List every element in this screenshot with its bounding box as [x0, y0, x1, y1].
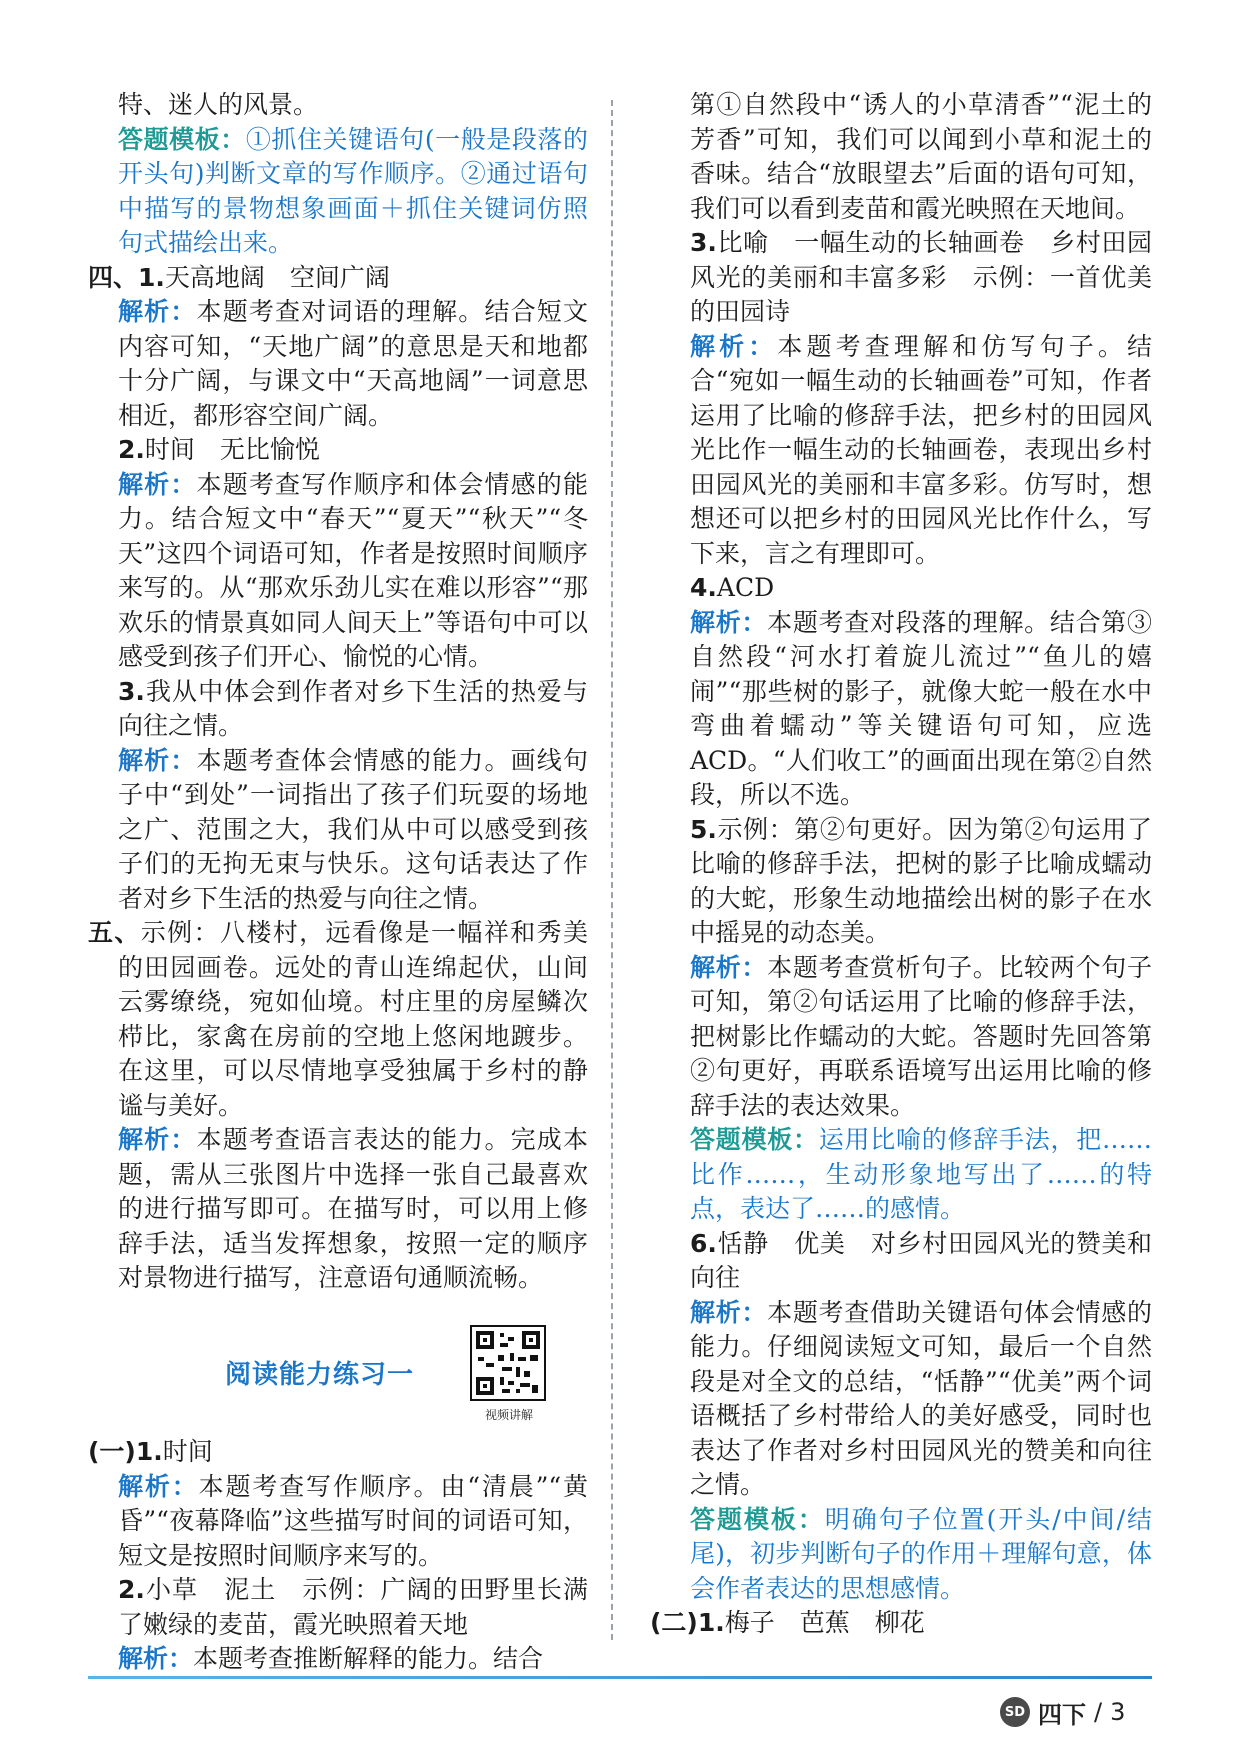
analysis-body: 本题考查理解和仿写句子。结合“宛如一幅生动的长轴画卷”可知，作者运用了比喻的修辞手法，把乡村的田园风光比作一幅生动的长轴画卷，表现出乡村田园风光的美丽和丰富多彩。仿写时，想想还可以把乡村的田园风光比作什么，写下来，言之有理即可。 — [690, 331, 1152, 568]
qr-code[interactable] — [470, 1325, 546, 1401]
left-column — [88, 88, 588, 1296]
template-body: ①抓住关键语句(一般是段落的开头句)判断文章的写作顺序。②通过语句中描写的景物想象画面＋抓住关键词仿照句式描绘出来。 — [118, 124, 588, 257]
analysis-label: 解析： — [690, 1297, 768, 1327]
question-answer — [690, 571, 1152, 606]
template-body: 运用比喻的修辞手法，把……比作……，生动形象地写出了……的特点，表达了……的感情。 — [690, 1125, 1152, 1223]
answer-text: 天高地阔 空间广阔 — [164, 262, 390, 292]
question-number: 1. — [135, 1437, 163, 1466]
answer-text: 恬静 优美 对乡村田园风光的赞美和向往 — [690, 1228, 1152, 1292]
template-label: 答题模板： — [690, 1125, 819, 1154]
grade-label: 四下 — [1038, 1700, 1086, 1729]
analysis-label: 解析： — [690, 607, 768, 637]
question-number: 1. — [138, 262, 165, 292]
practice-part-two-q1 — [650, 1606, 1152, 1641]
analysis — [690, 606, 1152, 813]
question-answer — [88, 433, 588, 468]
practice-section-one — [88, 1435, 588, 1677]
section-4-q1 — [88, 261, 588, 296]
analysis — [88, 295, 588, 433]
analysis-body: 本题考查写作顺序。由“清晨”“黄昏”“夜幕降临”这些描写时间的词语可知，短文是按照时间顺序来写的。 — [118, 1471, 588, 1570]
question-answer — [690, 226, 1152, 330]
answer-text: 示例：第②句更好。因为第②句运用了比喻的修辞手法，把树的影子比喻成蠕动的大蛇，形象生动地描绘出树的影子在水中摇晃的动态美。 — [690, 814, 1152, 947]
page-footer — [1000, 1695, 1125, 1729]
qr-caption: 视频讲解 — [484, 1408, 533, 1422]
analysis — [690, 1296, 1152, 1503]
qr-code-icon — [472, 1327, 544, 1399]
question-answer — [88, 675, 588, 744]
part-number: (二) — [650, 1608, 698, 1637]
question-number: 3. — [690, 228, 717, 257]
analysis-body: 本题考查写作顺序和体会情感的能力。结合短文中“春天”“夏天”“秋天”“冬天”这四个词语可知，作者是按照时间顺序来写的。从“那欢乐劲儿实在难以形容”“那欢乐的情景真如同人间天上”等语句中可以感受到孩子们开心、愉悦的心情。 — [118, 469, 588, 671]
answer-text: 梅子 芭蕉 柳花 — [724, 1608, 925, 1637]
analysis-body: 本题考查对词语的理解。结合短文内容可知，“天地广阔”的意思是天和地都十分广阔，与课文中“天高地阔”一词意思相近，都形容空间广阔。 — [118, 297, 588, 430]
analysis-label: 解析： — [118, 1125, 197, 1154]
answer-text: 小草 泥土 示例：广阔的田野里长满了嫩绿的麦苗，霞光映照着天地 — [118, 1575, 588, 1639]
sd-logo: SD — [1000, 1697, 1030, 1727]
question-number: 6. — [690, 1228, 717, 1258]
analysis-label: 解析： — [118, 1471, 199, 1501]
analysis — [88, 744, 588, 917]
practice-title: 阅读能力练习一 — [225, 1360, 415, 1390]
analysis-body: 本题考查借助关键语句体会情感的能力。仔细阅读短文可知，最后一个自然段是对全文的总结，“恬静”“优美”两个词语概括了乡村带给人的美好感受，同时也表达了作者对乡村田园风光的赞美和向往之情。 — [690, 1297, 1152, 1499]
question-answer — [690, 1227, 1152, 1296]
analysis — [88, 1123, 588, 1296]
question-number: 5. — [690, 814, 717, 844]
analysis-label: 解析： — [118, 469, 197, 499]
analysis-body: 本题考查对段落的理解。结合第③自然段“河水打着旋儿流过”“鱼儿的嬉闹”“那些树的影子，就像大蛇一般在水中弯曲着蠕动”等关键语句可知，应选ACD。“人们收工”的画面出现在第②自然段，所以不选。 — [690, 607, 1152, 809]
question-number: 2. — [118, 435, 145, 464]
section-number: 四、 — [88, 262, 139, 292]
right-column — [650, 88, 1152, 1641]
practice-q1 — [88, 1435, 588, 1470]
section-5 — [88, 916, 588, 1123]
analysis — [88, 468, 588, 675]
analysis-label: 解析： — [690, 331, 778, 361]
answer-text: 我从中体会到作者对乡下生活的热爱与向往之情。 — [118, 676, 588, 740]
part-number: (一) — [88, 1437, 136, 1466]
analysis-body: 本题考查语言表达的能力。完成本题，需从三张图片中选择一张自己最喜欢的进行描写即可。在描写时，可以用上修辞手法，适当发挥想象，按照一定的顺序对景物进行描写，注意语句通顺流畅。 — [118, 1125, 588, 1292]
analysis-label: 解析： — [118, 297, 197, 326]
analysis-body: 本题考查推断解释的能力。结合 — [193, 1644, 544, 1673]
answer-template — [690, 1123, 1152, 1227]
analysis-body: 本题考查体会情感的能力。画线句子中“到处”一词指出了孩子们玩耍的场地之广、范围之大，我们从中可以感受到孩子们的无拘无束与快乐。这句话表达了作者对乡下生活的热爱与向往之情。 — [118, 745, 588, 913]
template-label: 答题模板： — [118, 124, 246, 154]
template-body: 明确句子位置(开头/中间/结尾)，初步判断句子的作用＋理解句意，体会作者表达的思想感情。 — [690, 1504, 1152, 1603]
analysis — [690, 330, 1152, 572]
analysis — [690, 951, 1152, 1124]
analysis-body: 本题考查赏析句子。比较两个句子可知，第②句话运用了比喻的修辞手法，把树影比作蠕动的大蛇。答题时先回答第②句更好，再联系语境写出运用比喻的修辞手法的表达效果。 — [690, 952, 1152, 1120]
question-answer — [88, 1573, 588, 1642]
answer-text: 时间 无比愉悦 — [144, 435, 320, 464]
analysis-label: 解析： — [118, 745, 197, 775]
footer-separator: / — [1094, 1698, 1103, 1726]
section-number: 五、 — [88, 918, 141, 947]
answer-text: 比喻 一幅生动的长轴画卷 乡村田园风光的美丽和丰富多彩 示例：一首优美的田园诗 — [690, 228, 1152, 326]
answer-text: 时间 — [162, 1437, 213, 1466]
answer-text: 示例：八楼村，远看像是一幅祥和秀美的田园画卷。远处的青山连绵起伏，山间云雾缭绕，宛如仙境。村庄里的房屋鳞次栉比，家禽在房前的空地上悠闲地踱步。在这里，可以尽情地享受独属于乡村的静谧与美好。 — [118, 918, 588, 1120]
analysis — [88, 1642, 588, 1677]
template-label: 答题模板： — [690, 1504, 825, 1534]
answer-text: ACD — [716, 573, 775, 602]
question-number: 4. — [690, 573, 717, 602]
question-number: 3. — [118, 676, 145, 706]
question-answer — [690, 813, 1152, 951]
analysis-label: 解析： — [118, 1644, 194, 1673]
continued-analysis: 第①自然段中“诱人的小草清香”“泥土的芳香”可知，我们可以闻到小草和泥土的香味。结合“放眼望去”后面的语句可知，我们可以看到麦苗和霞光映照在天地间。 — [690, 90, 1152, 223]
column-divider — [611, 100, 613, 1640]
answer-template — [690, 1503, 1152, 1607]
analysis-label: 解析： — [690, 952, 768, 982]
answer-template — [88, 123, 588, 261]
question-number: 1. — [697, 1608, 725, 1637]
footer-rule — [88, 1676, 1152, 1679]
continued-text: 特、迷人的风景。 — [118, 90, 319, 119]
page-number: 3 — [1110, 1698, 1126, 1726]
question-number: 2. — [118, 1575, 145, 1604]
analysis — [88, 1470, 588, 1574]
